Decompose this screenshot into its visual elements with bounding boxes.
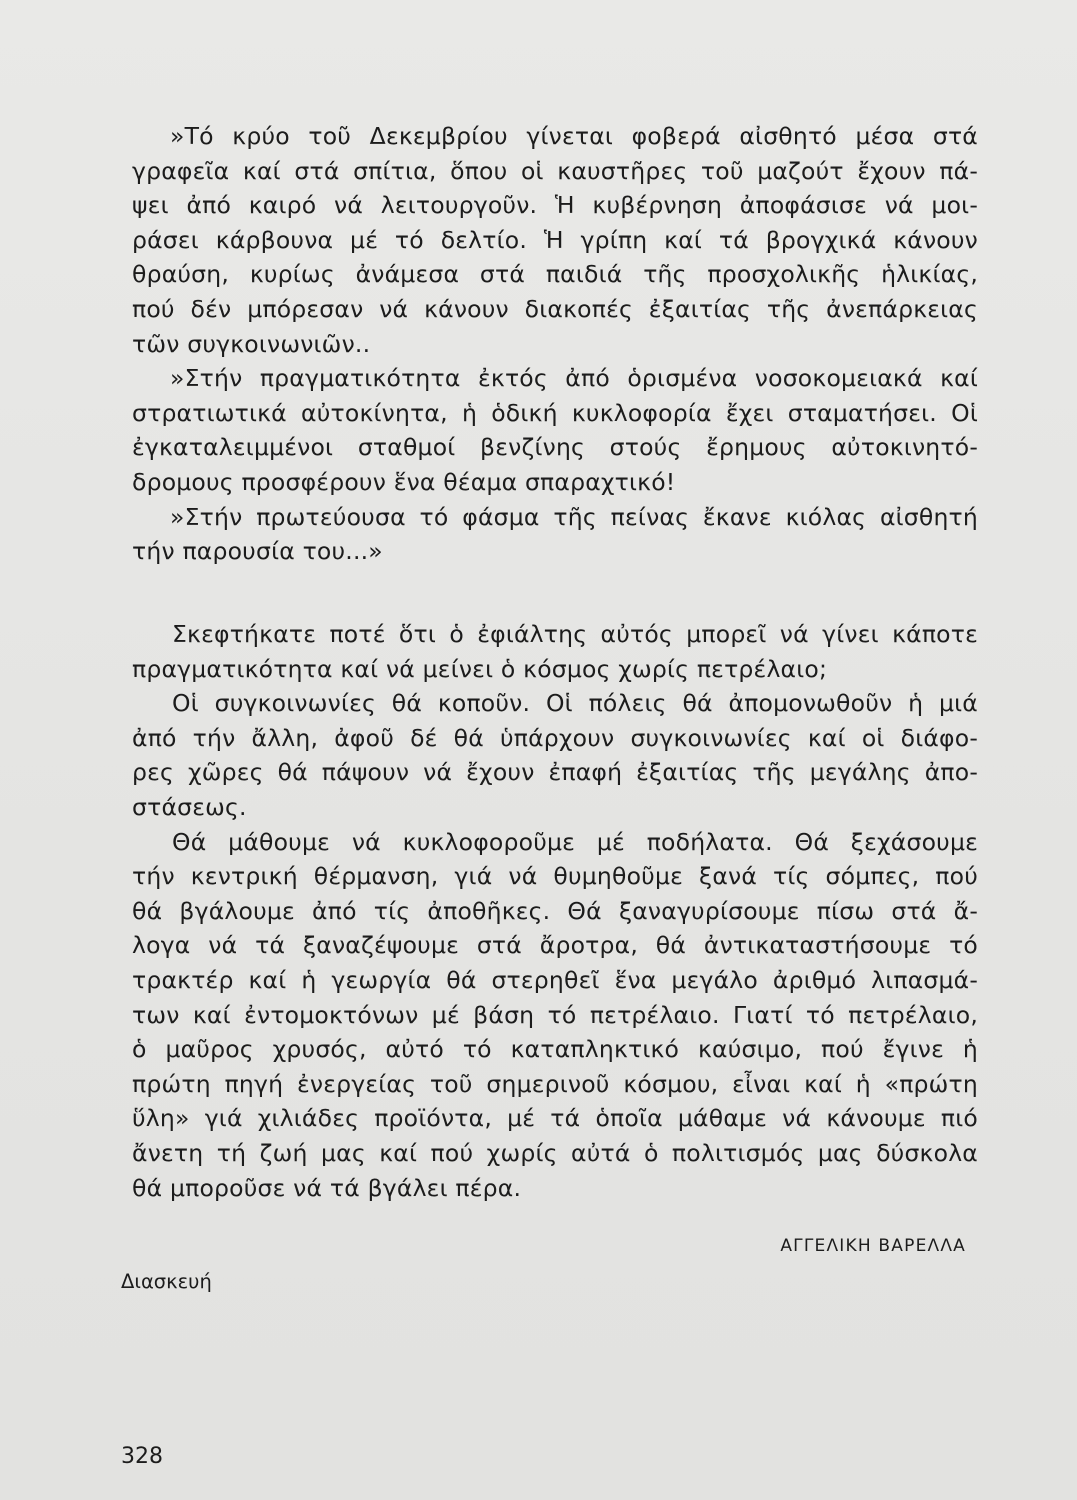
text-line: τήν παρουσία του...» — [132, 537, 383, 566]
text-line: »Στήν πρωτεύουσα τό φάσμα τῆς πείνας ἔκανε κιόλας αἰσθητή — [170, 502, 978, 531]
text-line: τῶν συγκοινωνιῶν.. — [132, 329, 371, 358]
text-line: ἄνετη τή ζωή μας καί πού χωρίς αὐτά ὁ πολιτισμός μας δύσκολα — [132, 1138, 978, 1167]
text-line: πού δέν μπόρεσαν νά κάνουν διακοπές ἐξαιτίας τῆς ἀνεπάρκειας — [132, 294, 978, 323]
text-line: ρες χῶρες θά πάψουν νά ἔχουν ἐπαφή ἐξαιτίας τῆς μεγάλης ἀπο- — [132, 758, 978, 787]
text-line: ἐγκαταλειμμένοι σταθμοί βενζίνης στούς ἔρημους αὐτοκινητό- — [132, 433, 978, 462]
text-line: Οἱ συγκοινωνίες θά κοποῦν. Οἱ πόλεις θά ἀπομονωθοῦν ἡ μιά — [172, 689, 978, 718]
quoted-report-text — [132, 119, 978, 569]
text-line: τήν κεντρική θέρμανση, γιά νά θυμηθοῦμε ξανά τίς σόμπες, πού — [132, 862, 978, 891]
text-line: στάσεως. — [132, 792, 247, 821]
text-line: στρατιωτικά αὐτοκίνητα, ἡ ὁδική κυκλοφορία ἔχει σταματήσει. Οἱ — [132, 398, 978, 427]
text-line: θά βγάλουμε ἀπό τίς ἀποθῆκες. Θά ξαναγυρίσουμε πίσω στά ἄ- — [132, 896, 978, 925]
text-line: των καί ἐντομοκτόνων μέ βάση τό πετρέλαιο. Γιατί τό πετρέλαιο, — [132, 1000, 978, 1029]
text-line: λογα νά τά ξαναζέψουμε στά ἄροτρα, θά ἀντικαταστήσουμε τό — [132, 931, 978, 960]
text-line: Θά μάθουμε νά κυκλοφοροῦμε μέ ποδήλατα. Θά ξεχάσουμε — [172, 827, 978, 856]
author-signature: ΑΓΓΕΛΙΚΗ ΒΑΡΕΛΛΑ — [780, 1236, 966, 1256]
text-line: θά μποροῦσε νά τά βγάλει πέρα. — [132, 1173, 522, 1202]
text-line: δρομους προσφέρουν ἕνα θέαμα σπαραχτικό! — [132, 467, 676, 496]
text-line: θραύση, κυρίως ἀνάμεσα στά παιδιά τῆς προσχολικῆς ἡλικίας, — [132, 260, 978, 289]
page-number: 328 — [121, 1444, 163, 1469]
text-line: Σκεφτήκατε ποτέ ὅτι ὁ ἐφιάλτης αὐτός μπορεῖ νά γίνει κάποτε — [172, 620, 978, 648]
text-line: »Στήν πραγματικότητα ἐκτός ἀπό ὁρισμένα νοσοκομειακά καί — [170, 364, 978, 393]
text-line: τρακτέρ καί ἡ γεωργία θά στερηθεῖ ἕνα μεγάλο ἀριθμό λιπασμά- — [132, 965, 978, 994]
text-line: πραγματικότητα καί νά μείνει ὁ κόσμος χωρίς πετρέλαιο; — [132, 654, 828, 683]
text-line: ὁ μαῦρος χρυσός, αὐτό τό καταπληκτικό καύσιμο, πού ἔγινε ἡ — [132, 1035, 978, 1064]
text-line: γραφεῖα καί στά σπίτια, ὅπου οἱ καυστῆρες τοῦ μαζούτ ἔχουν πά- — [132, 156, 978, 185]
text-line: ὕλη» γιά χιλιάδες προϊόντα, μέ τά ὁποῖα μάθαμε νά κάνουμε πιό — [132, 1104, 978, 1133]
text-line: πρώτη πηγή ἐνεργείας τοῦ σημερινοῦ κόσμου, εἶναι καί ἡ «πρώτη — [132, 1069, 978, 1098]
text-line: ἀπό τήν ἄλλη, ἀφοῦ δέ θά ὑπάρχουν συγκοινωνίες καί οἱ διάφο- — [132, 723, 978, 752]
text-line: ψει ἀπό καιρό νά λειτουργοῦν. Ἡ κυβέρνηση ἀποφάσισε νά μοι- — [132, 191, 978, 220]
text-line: »Τό κρύο τοῦ Δεκεμβρίου γίνεται φοβερά αἰσθητό μέσα στά — [170, 122, 978, 150]
text-line: ράσει κάρβουνα μέ τό δελτίο. Ἡ γρίπη καί τά βρογχικά κάνουν — [132, 225, 978, 254]
essay-text — [132, 617, 978, 1205]
adaptation-note: Διασκευή — [121, 1270, 212, 1293]
